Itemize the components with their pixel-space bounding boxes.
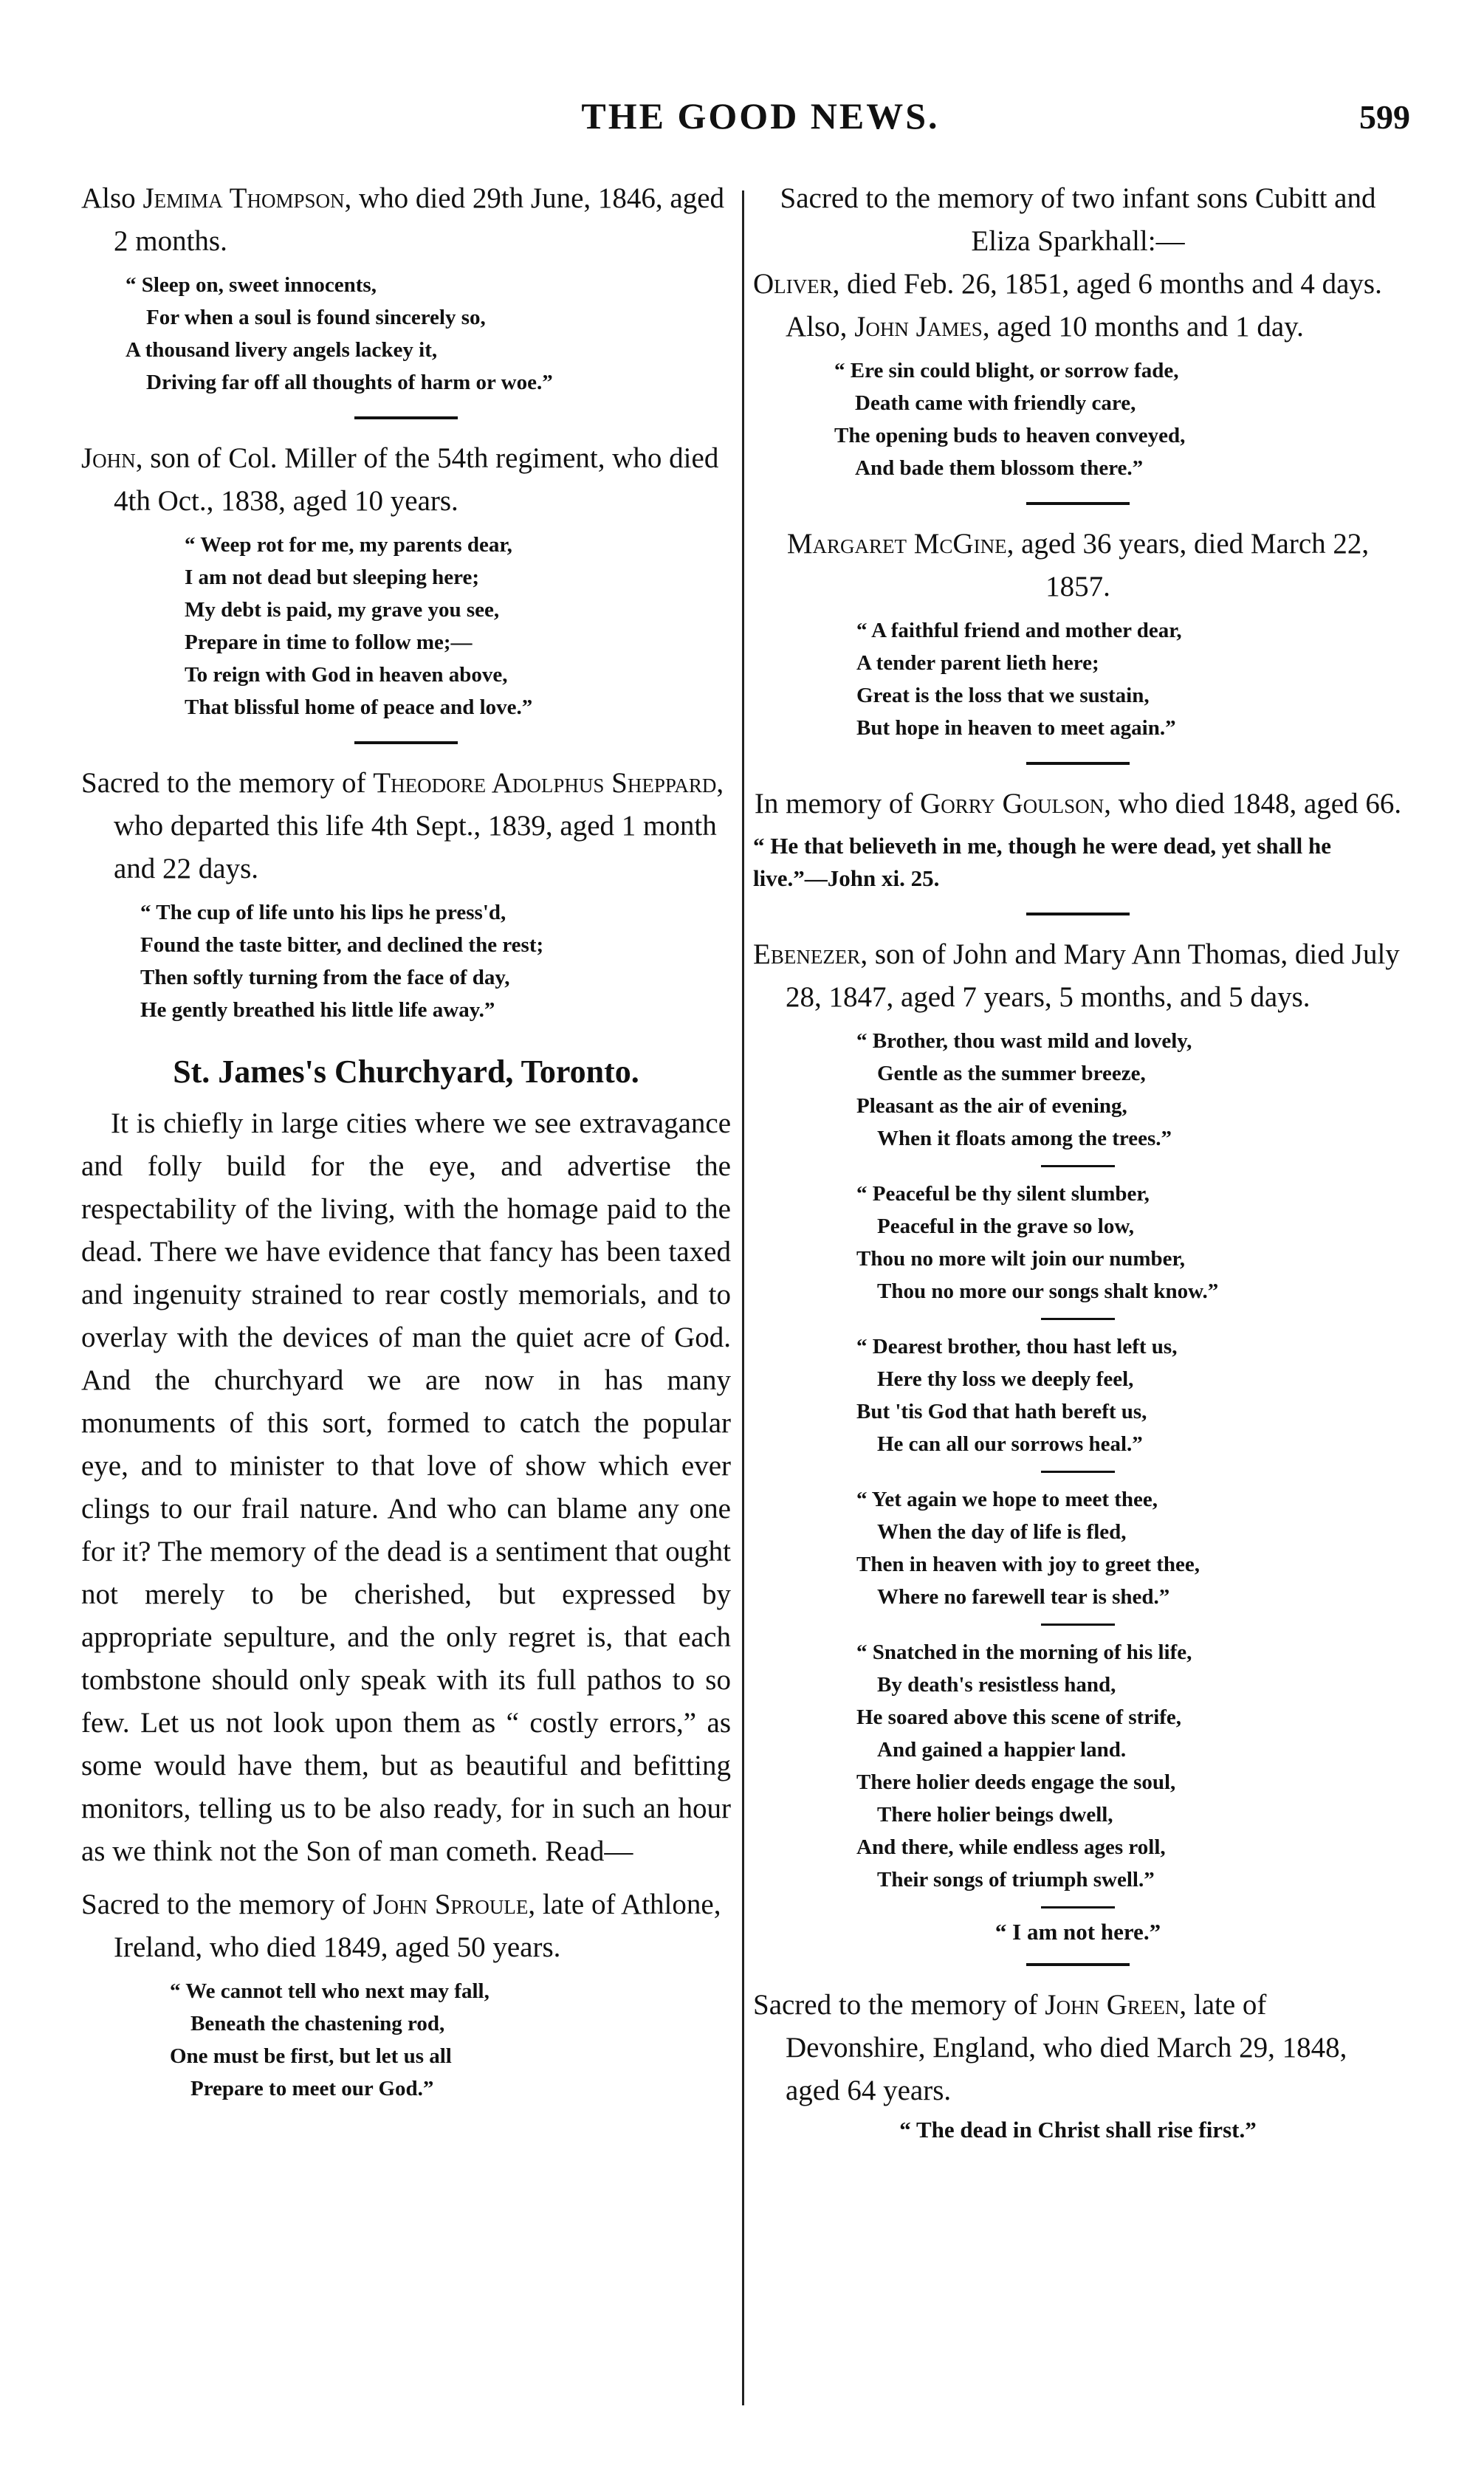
page-header [111, 95, 1410, 146]
deceased-name: John James [854, 311, 983, 343]
epitaph-verse [753, 1636, 1403, 1896]
epitaph-verse [81, 896, 731, 1026]
right-column [753, 177, 1403, 2148]
separator-rule [354, 741, 458, 744]
epitaph-lead [753, 1984, 1403, 2112]
epitaph-lead [81, 437, 731, 523]
lead-text: , late of Devonshire, England, who died March 29, 1848, aged 64 years. [786, 1989, 1347, 2106]
verse-line: One must be first, but let us all [170, 2044, 452, 2068]
verse-line: Beneath the chastening rod, [190, 2012, 445, 2035]
verse-line: To reign with God in heaven above, [185, 663, 508, 687]
separator-rule [1041, 1624, 1115, 1626]
epitaph-margaret-mcgine [753, 523, 1403, 744]
verse-line: “ Yet again we hope to meet thee, [856, 1488, 1158, 1511]
verse-line: Thou no more our songs shalt know.” [877, 1279, 1219, 1303]
verse-line: And there, while endless ages roll, [856, 1835, 1166, 1859]
verse-line: “ We cannot tell who next may fall, [170, 1979, 489, 2003]
epitaph-gorry-goulson [753, 783, 1403, 895]
lead-text: , died Feb. 26, 1851, aged 6 months and 4 days. Also, [786, 268, 1382, 343]
epitaph-verse [81, 529, 731, 724]
deceased-name: Ebenezer [753, 938, 861, 970]
deceased-name: John Green [1045, 1989, 1180, 2021]
verse-line: A thousand livery angels lackey it, [126, 338, 438, 362]
epitaph-lead [753, 523, 1403, 608]
lead-text: , aged 10 months and 1 day. [982, 311, 1304, 343]
verse-line: And gained a happier land. [877, 1738, 1127, 1762]
verse-line: Found the taste bitter, and declined the rest; [140, 933, 544, 957]
lead-text: In memory of [754, 788, 921, 820]
verse-line: But 'tis God that hath bereft us, [856, 1400, 1147, 1423]
epitaph-intro: Sacred to the memory of two infant sons Cubitt and Eliza Sparkhall:— [780, 182, 1376, 257]
verse-line: I am not dead but sleeping here; [185, 566, 480, 589]
lead-text: Also [81, 182, 143, 214]
separator-rule [1041, 1318, 1115, 1320]
epitaph-theodore-sheppard [81, 762, 731, 1026]
epitaph-lead [753, 263, 1403, 348]
verse-line: Pleasant as the air of evening, [856, 1094, 1127, 1118]
lead-text: Sacred to the memory of [81, 767, 374, 799]
lead-text: , son of John and Mary Ann Thomas, died July 28, 1847, aged 7 years, 5 months, and 5 days. [786, 938, 1400, 1013]
epitaph-verse [753, 354, 1403, 484]
verse-line: “ Sleep on, sweet innocents, [126, 273, 377, 297]
verse-line: And bade them blossom there.” [855, 456, 1144, 480]
deceased-name: Oliver [753, 268, 833, 300]
verse-line: “ Brother, thou wast mild and lovely, [856, 1029, 1192, 1053]
deceased-name: Theodore Adolphus Sheppard [373, 767, 717, 799]
epitaph-lead [753, 783, 1403, 825]
verse-line: Then softly turning from the face of day, [140, 966, 510, 989]
deceased-name: Gorry Goulson [920, 788, 1105, 820]
epitaph-verse [753, 1483, 1403, 1613]
verse-line: When it floats among the trees.” [877, 1127, 1172, 1150]
lead-text: , late of Athlone, Ireland, who died 1849, aged 50 years. [114, 1889, 721, 1963]
left-column [81, 177, 731, 2105]
verse-line: Gentle as the summer breeze, [877, 1062, 1146, 1085]
scripture-quote: “ The dead in Christ shall rise first.” [899, 2117, 1257, 2143]
verse-line: Prepare in time to follow me;— [185, 631, 473, 654]
lead-text: , who died 1848, aged 66. [1104, 788, 1402, 820]
deceased-name: John Sproule [373, 1889, 529, 1920]
epitaph-verse [81, 1975, 731, 2105]
deceased-name: Jemima Thompson [142, 182, 345, 214]
separator-rule [1041, 1471, 1115, 1473]
separator-rule [1041, 1165, 1115, 1167]
separator-rule [1026, 762, 1130, 765]
verse-line: “ Snatched in the morning of his life, [856, 1640, 1192, 1664]
verse-line: For when a soul is found sincerely so, [146, 306, 486, 329]
verse-line: When the day of life is fled, [877, 1520, 1127, 1544]
verse-line: He can all our sorrows heal.” [877, 1432, 1143, 1456]
verse-line: “ Dearest brother, thou hast left us, [856, 1335, 1178, 1358]
epitaph-verse [81, 269, 731, 399]
epitaph-lead [753, 933, 1403, 1019]
epitaph-lead [81, 1883, 731, 1969]
section-heading: St. James's Churchyard, Toronto. [173, 1054, 639, 1090]
verse-line: Their songs of triumph swell.” [877, 1868, 1155, 1892]
verse-line: But hope in heaven to meet again.” [856, 716, 1176, 740]
verse-line: Here thy loss we deeply feel, [877, 1367, 1134, 1391]
lead-text: Sacred to the memory of [81, 1889, 374, 1920]
separator-rule [354, 416, 458, 419]
epitaph-lead [81, 177, 731, 263]
verse-line: “ A faithful friend and mother dear, [856, 619, 1182, 642]
lead-text: , son of Col. Miller of the 54th regiment, who died 4th Oct., 1838, aged 10 years. [114, 442, 719, 517]
verse-line: There holier beings dwell, [877, 1803, 1113, 1827]
verse-line: Great is the loss that we sustain, [856, 684, 1150, 707]
epitaph-sparkhall-sons [753, 177, 1403, 484]
verse-line: He soared above this scene of strife, [856, 1705, 1182, 1729]
verse-line: Prepare to meet our God.” [190, 2077, 434, 2100]
deceased-name: Margaret McGine [786, 528, 1007, 560]
verse-line: “ Ere sin could blight, or sorrow fade, [834, 359, 1179, 382]
lead-text: Sacred to the memory of [753, 1989, 1045, 2021]
verse-line: He gently breathed his little life away.” [140, 998, 495, 1022]
epitaph-john-miller [81, 437, 731, 724]
page-number: 599 [1359, 98, 1410, 136]
verse-line: Death came with friendly care, [855, 391, 1136, 415]
verse-line: There holier deeds engage the soul, [856, 1770, 1176, 1794]
verse-line: Then in heaven with joy to greet thee, [856, 1553, 1200, 1576]
verse-line: A tender parent lieth here; [856, 651, 1099, 675]
epitaph-jemima-thompson [81, 177, 731, 399]
separator-rule [1026, 1963, 1130, 1966]
verse-line: That blissful home of peace and love.” [185, 695, 533, 719]
epitaph-verse [753, 1025, 1403, 1155]
epitaph-verse [753, 1178, 1403, 1308]
epitaph-verse [753, 1330, 1403, 1460]
verse-line: The opening buds to heaven conveyed, [834, 424, 1186, 447]
scripture-quote: “ He that believeth in me, though he were dead, yet shall he live.”—John xi. 25. [753, 833, 1332, 891]
lead-text: , who died 29th June, 1846, aged 2 months. [114, 182, 725, 257]
article-paragraph: It is chiefly in large cities where we see extravagance and folly build for the eye, and advertise the respectability of the living, with the homage paid to the dead. There we have evidence that fancy has been taxed and ingenuity strained to rear costly memorials, and to overlay with the devices of man the quiet acre of God. And the churchyard we are now in has many monuments of this sort, formed to catch the popular eye, and to minister to that love of show which ever clings to our frail nature. And who can blame any one for it? The memory of the dead is a sentiment that ought not merely to be cherished, but expressed by appropriate sepulture, and the only regret is, that each tombstone should only speak with its full pathos to so few. Let us not look upon them as “ costly errors,” as some would have them, but as beautiful and befitting monitors, telling us to be also ready, for in such an hour as we think not the Son of man cometh. Read— [81, 1107, 731, 1867]
verse-line: “ Weep rot for me, my parents dear, [185, 533, 512, 557]
separator-rule [1041, 1906, 1115, 1908]
deceased-name: John [81, 442, 136, 474]
verse-line: My debt is paid, my grave you see, [185, 598, 500, 622]
verse-line: By death's resistless hand, [877, 1673, 1116, 1697]
verse-line: Where no farewell tear is shed.” [877, 1585, 1170, 1609]
running-title: THE GOOD NEWS. [581, 95, 940, 137]
epitaph-ebenezer-thomas [753, 933, 1403, 1945]
verse-line: Peaceful in the grave so low, [877, 1214, 1134, 1238]
column-divider [742, 190, 744, 2405]
lead-text: , who departed this life 4th Sept., 1839, aged 1 month and 22 days. [114, 767, 724, 884]
epitaph-verse [753, 614, 1403, 744]
separator-rule [1026, 502, 1130, 505]
epitaph-john-green [753, 1984, 1403, 2143]
verse-line: Thou no more wilt join our number, [856, 1247, 1186, 1271]
verse-line: “ Peaceful be thy silent slumber, [856, 1182, 1150, 1206]
separator-rule [1026, 913, 1130, 915]
epitaph-lead [81, 762, 731, 890]
verse-line: Driving far off all thoughts of harm or woe.” [146, 371, 553, 394]
verse-line: “ The cup of life unto his lips he press'd, [140, 901, 506, 924]
epitaph-john-sproule [81, 1883, 731, 2105]
closing-quote: “ I am not here.” [995, 1919, 1161, 1945]
lead-text: , aged 36 years, died March 22, 1857. [1006, 528, 1370, 602]
